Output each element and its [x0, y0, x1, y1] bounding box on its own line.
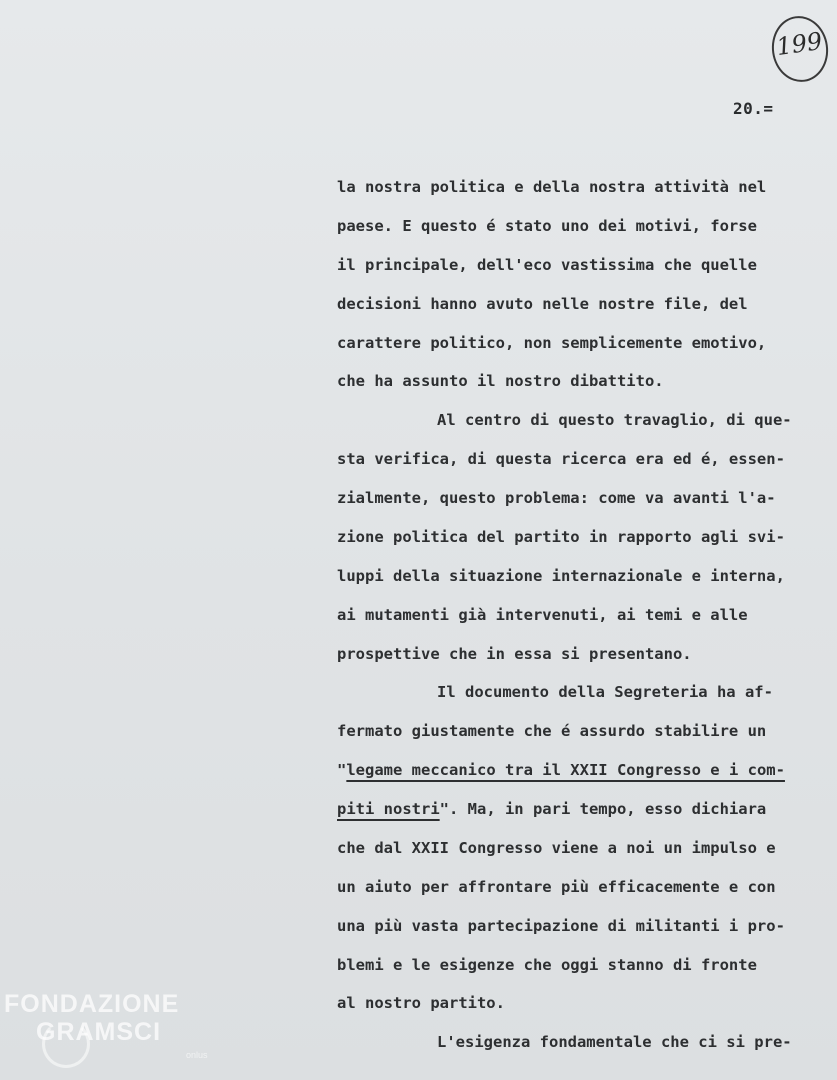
text-line: sta verifica, di questa ricerca era ed é, essen- [337, 450, 785, 468]
text-line: zialmente, questo problema: come va avanti l'a- [337, 489, 776, 507]
underlined-quote: legame meccanico tra il XXII Congresso e i com- [346, 761, 785, 779]
text-line-quote [337, 761, 785, 779]
text-line: il principale, dell'eco vastissima che quelle [337, 256, 757, 274]
quote-rest: ". Ma, in pari tempo, esso dichiara [439, 800, 767, 818]
watermark-suffix: onlus [186, 1050, 208, 1060]
text-line: luppi della situazione internazionale e interna, [337, 567, 785, 585]
text-line: una più vasta partecipazione di militanti i pro- [337, 917, 785, 935]
watermark-line1: FONDAZIONE [4, 990, 180, 1018]
fondazione-gramsci-watermark [4, 990, 214, 1070]
text-line: blemi e le esigenze che oggi stanno di fronte [337, 956, 757, 974]
text-line: zione politica del partito in rapporto agli svi- [337, 528, 785, 546]
page-number: 20.= [733, 99, 774, 118]
text-line: prospettive che in essa si presentano. [337, 645, 692, 663]
text-line: L'esigenza fondamentale che ci si pre- [437, 1033, 792, 1051]
text-line: paese. E questo é stato uno dei motivi, forse [337, 217, 757, 235]
text-line: un aiuto per affrontare più efficacemente e con [337, 878, 776, 896]
text-line: Al centro di questo travaglio, di que- [437, 411, 792, 429]
text-line: decisioni hanno avuto nelle nostre file, del [337, 295, 748, 313]
quote-mark: " [337, 761, 347, 779]
text-line-quote [337, 800, 766, 818]
text-line: ai mutamenti già intervenuti, ai temi e alle [337, 606, 748, 624]
text-line: Il documento della Segreteria ha af- [437, 683, 773, 701]
underlined-quote: piti nostri [337, 800, 440, 818]
text-line: che ha assunto il nostro dibattito. [337, 372, 664, 390]
text-line: la nostra politica e della nostra attività nel [337, 178, 767, 196]
text-line: al nostro partito. [337, 994, 505, 1012]
stamp-number: 199 [774, 26, 824, 62]
text-line: carattere politico, non semplicemente emotivo, [337, 334, 767, 352]
text-line: che dal XXII Congresso viene a noi un impulso e [337, 839, 776, 857]
watermark-line2: GRAMSCI [36, 1018, 162, 1046]
text-line: fermato giustamente che é assurdo stabilire un [337, 722, 767, 740]
archive-stamp [768, 12, 833, 85]
